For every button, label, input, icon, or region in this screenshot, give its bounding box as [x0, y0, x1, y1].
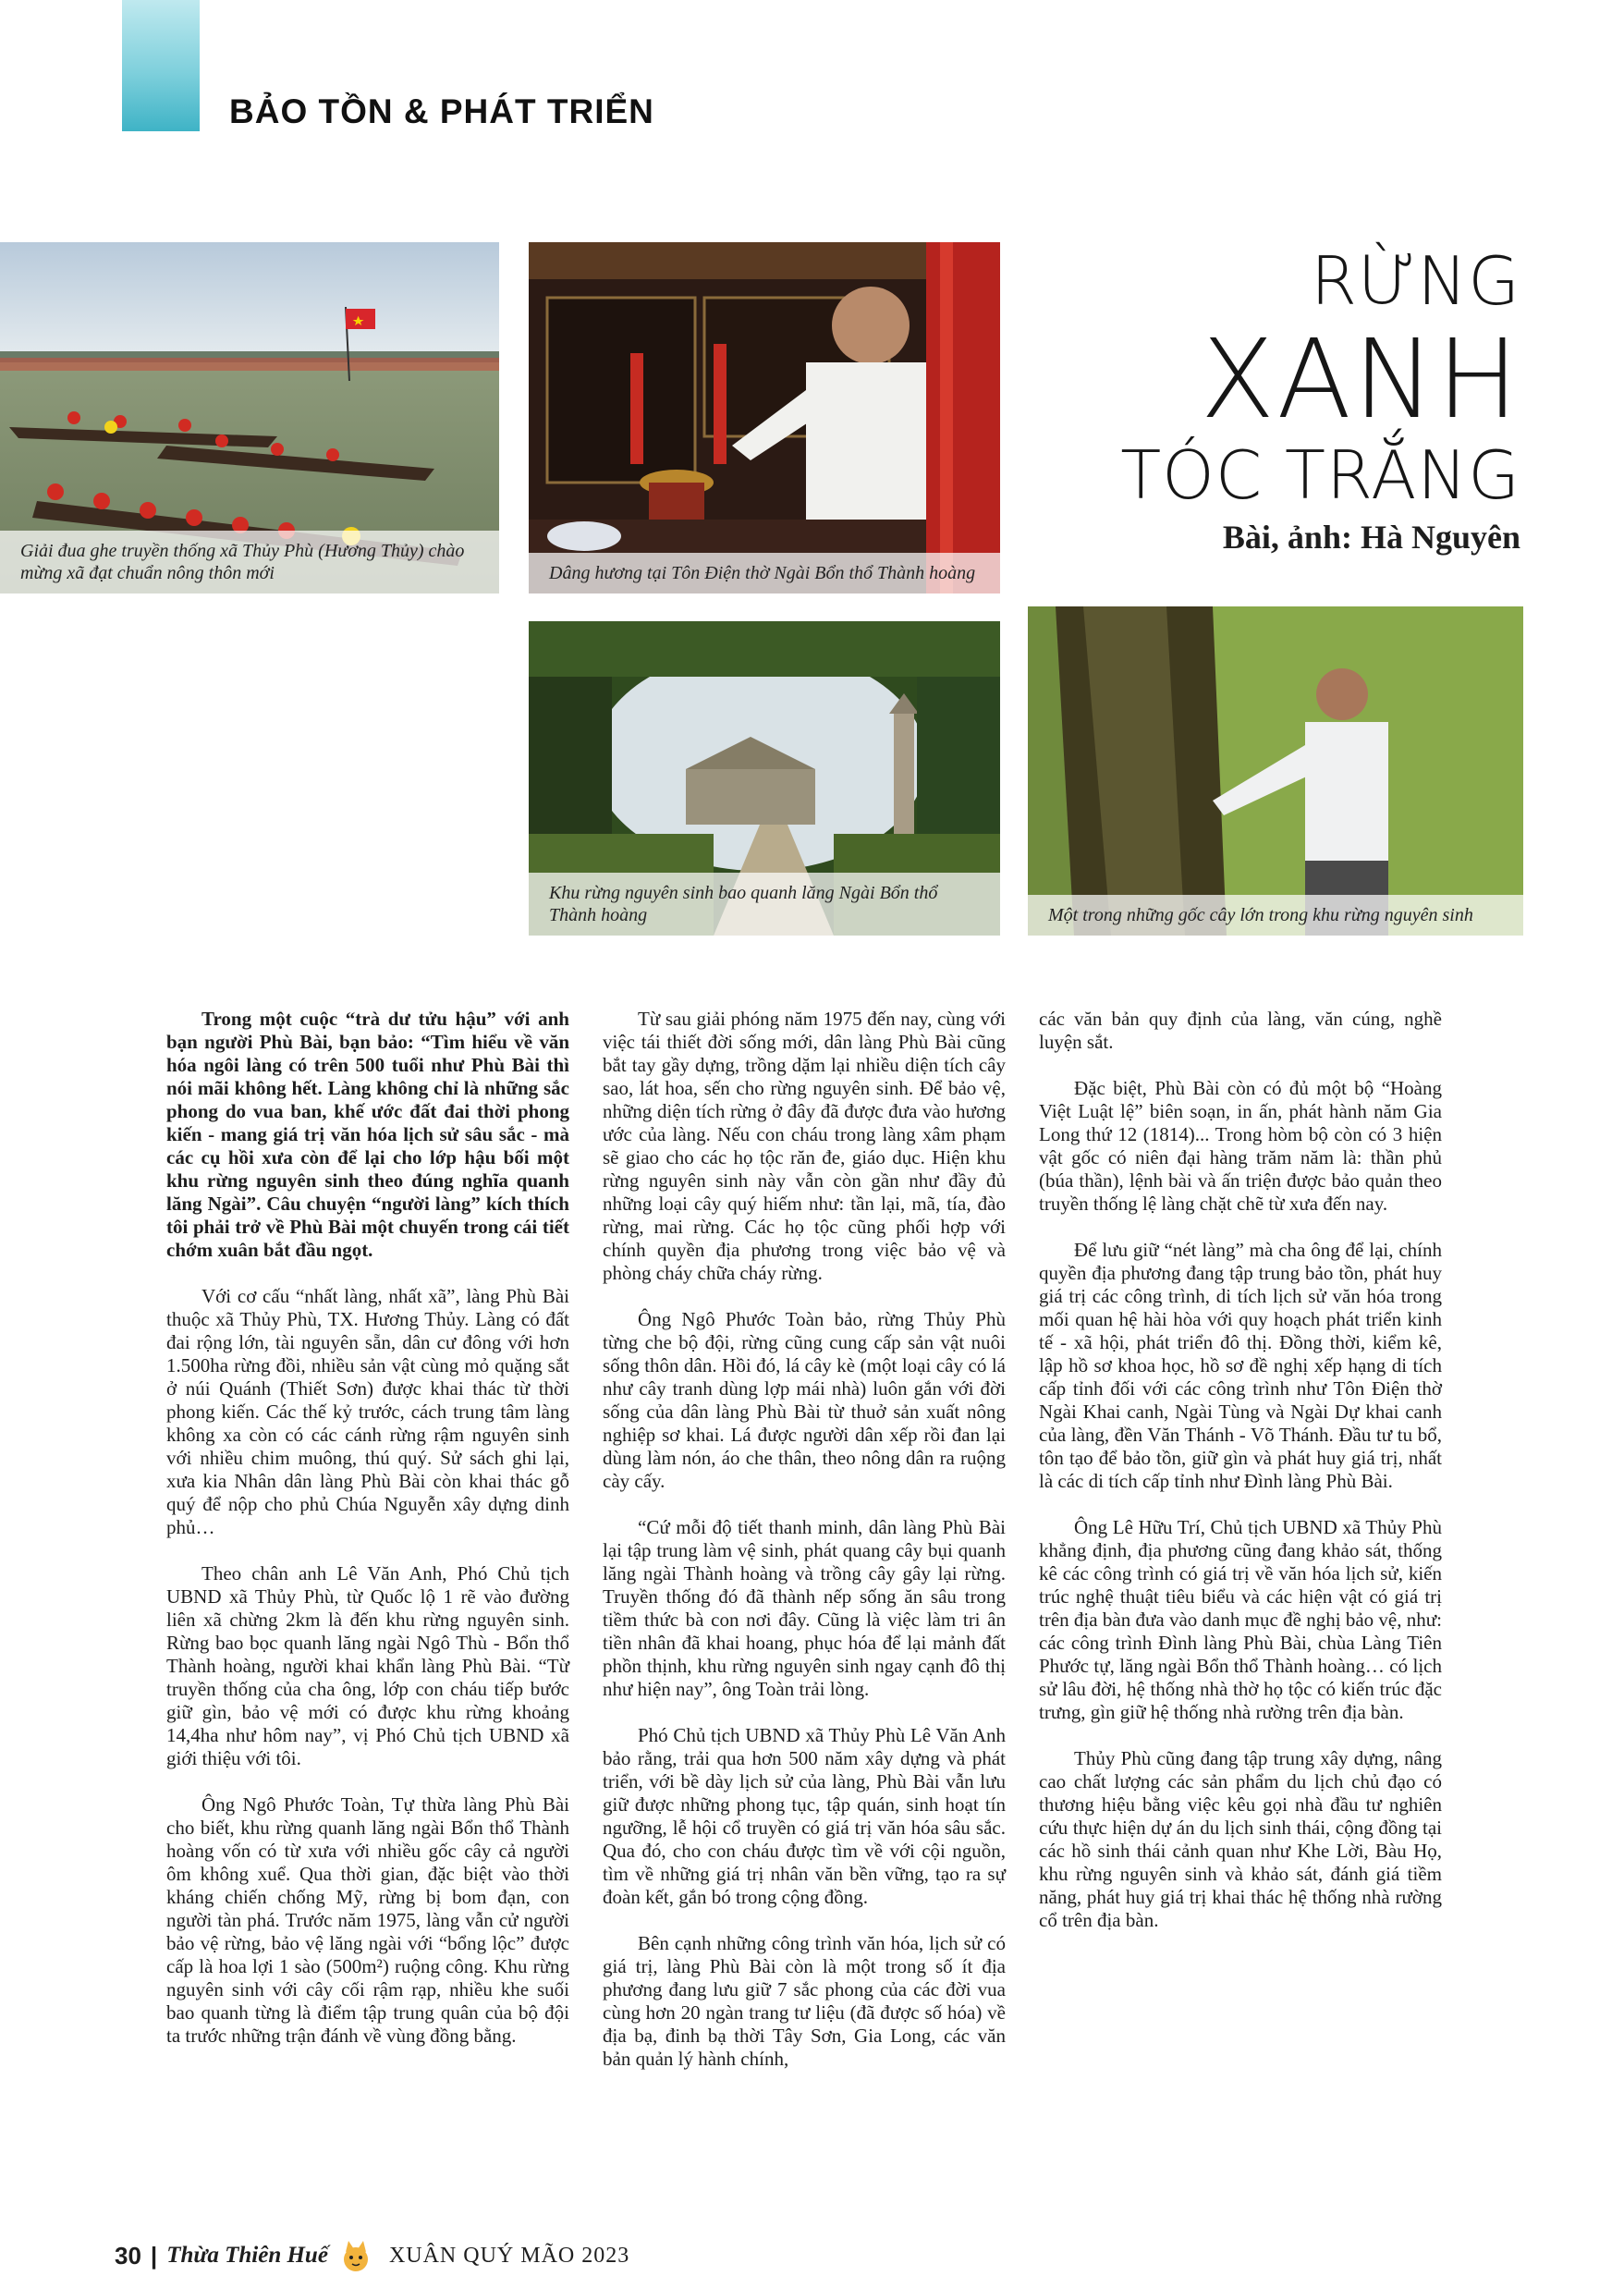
photo-ancient-tree	[1028, 606, 1523, 936]
paragraph: Ông Lê Hữu Trí, Chủ tịch UBND xã Thủy Phù khẳng định, địa phương cũng đang khảo sát, thống kê các công trình có giá trị về văn hóa lịch sử, kiến trúc nghệ thuật tiêu biểu và các hiện vật có giá trị trên địa bàn đưa vào danh mục đề nghị bảo vệ, như: các công trình Đình làng Phù Bài, chùa Làng Tiên Phước tự, lăng ngài Bổn thổ Thành hoàng… có lịch sử lâu đời, hệ thống nhà thờ họ tộc có kiến trúc đặc trưng, gìn giữ hệ thống nhà rường trên địa bàn.	[1039, 1516, 1442, 1723]
paragraph: Ông Ngô Phước Toàn, Tự thừa làng Phù Bài cho biết, khu rừng quanh lăng ngài Bổn thổ Thành hoàng vốn có từ xưa với nhiều gốc cây cả người ôm không xuể. Qua thời gian, đặc biệt vào thời kháng chiến chống Mỹ, rừng bị bom đạn, con người tàn phá. Trước năm 1975, làng vẫn cử người bảo vệ rừng, bảo vệ lăng ngài với “bổng lộc” được cấp là hoa lợi 1 sào (500m²) ruộng công. Khu rừng nguyên sinh với cây cối rậm rạp, nhiều khe suối bao quanh từng là điểm tập trung quân của bộ đội ta trước những trận đánh về vùng đồng bằng.	[166, 1793, 569, 2047]
article-column-2	[603, 1008, 1006, 2094]
paragraph: Thủy Phù cũng đang tập trung xây dựng, nâng cao chất lượng các sản phẩm du lịch chủ đạo có thương hiệu bằng việc kêu gọi nhà đầu tư nghiên cứu thực hiện dự án du lịch sinh thái, cộng đồng tại các hồ sinh thái cảnh quan như Khe Lời, Bàu Họ, khu rừng nguyên sinh và khảo sát, đánh giá tiềm năng, phát huy giá trị khai thác hệ thống nhà rường cổ trên địa bàn.	[1039, 1747, 1442, 1931]
paragraph: Để lưu giữ “nét làng” mà cha ông để lại, chính quyền địa phương đang tập trung bảo tồn, phát huy giá trị các công trình, di tích lịch sử văn hóa trong mối quan hệ hài hòa với quy hoạch phát triển kinh tế - xã hội, phát triển đô thị. Đồng thời, kiểm kê, lập hồ sơ khoa học, hồ sơ đề nghị xếp hạng di tích cấp tỉnh đối với các công trình như Tôn Điện thờ Ngài Khai canh, Ngài Tùng và Ngài Dự khai canh của làng, đền Văn Thánh - Võ Thánh. Đầu tư tu bổ, tôn tạo để bảo tồn, giữ gìn và phát huy giá trị, nhất là các di tích cấp tỉnh như Đình làng Phù Bài.	[1039, 1239, 1442, 1492]
cat-mascot-icon	[337, 2237, 374, 2274]
page-number: 30	[115, 2241, 141, 2270]
section-title: BẢO TỒN & PHÁT TRIỂN	[229, 92, 654, 130]
issue-label: XUÂN QUÝ MÃO 2023	[388, 2243, 630, 2268]
paragraph: “Cứ mỗi độ tiết thanh minh, dân làng Phù Bài lại tập trung làm vệ sinh, phát quang cây bụi quanh lăng ngài Thành hoàng và trồng cây gây lại rừng. Truyền thống đó đã thành nếp sống ăn sâu trong tiềm thức bà con nơi đây. Cũng là việc làm tri ân tiền nhân đã khai hoang, phục hóa để lại mảnh đất phồn thịnh, khu rừng nguyên sinh ngay cạnh đô thị như hiện nay”, ông Toàn trải lòng.	[603, 1516, 1006, 1700]
page-footer	[115, 2237, 629, 2274]
paragraph: các văn bản quy định của làng, văn cúng, nghề luyện sắt.	[1039, 1008, 1442, 1053]
photo-caption: Khu rừng nguyên sinh bao quanh lăng Ngài Bổn thổ Thành hoàng	[529, 873, 1000, 936]
paragraph: Theo chân anh Lê Văn Anh, Phó Chủ tịch UBND xã Thủy Phù, từ Quốc lộ 1 rẽ vào đường liên xã chừng 2km là đến khu rừng nguyên sinh. Rừng bao bọc quanh lăng ngài Ngô Thù - Bổn thổ Thành hoàng, người khai khẩn làng Phù Bài. “Từ truyền thống của cha ông, lớp con cháu tiếp bước giữ gìn, bảo vệ mới có được khu rừng khoảng 14,4ha như hôm nay”, vị Phó Chủ tịch UBND xã giới thiệu với tôi.	[166, 1562, 569, 1769]
magazine-name: Thừa Thiên Huế	[166, 2243, 328, 2268]
headline-line-1: RỪNG	[1311, 242, 1520, 320]
article-column-3	[1039, 1008, 1442, 1955]
paragraph: Từ sau giải phóng năm 1975 đến nay, cùng với việc tái thiết đời sống mới, dân làng Phù Bài cũng bắt tay gầy dựng, trồng dặm lại nhiều diện tích cây sao, lát hoa, sến cho rừng nguyên sinh. Để bảo vệ, những diện tích rừng ở đây đã được đưa vào hương ước của làng. Nếu con cháu trong làng xâm phạm sẽ giao cho các họ tộc răn đe, giáo dục. Hiện khu rừng nguyên sinh này vẫn còn gần như đầy đủ những loại cây quý hiếm như: tần lại, mã, tía, đào rừng, mai rừng. Các họ tộc cũng phối hợp với chính quyền địa phương trong việc bảo vệ và phòng cháy chữa cháy rừng.	[603, 1008, 1006, 1284]
paragraph: Bên cạnh những công trình văn hóa, lịch sử có giá trị, làng Phù Bài còn là một trong số ít địa phương đang lưu giữ 7 sắc phong của các đời vua cùng hơn 20 ngàn trang tư liệu (đã được số hóa) về địa bạ, đinh bạ thời Tây Sơn, Gia Long, các văn bản quản lý hành chính,	[603, 1932, 1006, 2070]
paragraph: Với cơ cấu “nhất làng, nhất xã”, làng Phù Bài thuộc xã Thủy Phù, TX. Hương Thủy. Làng có đất đai rộng lớn, tài nguyên sẵn, dân cư đông với hơn 1.500ha rừng đồi, nhiều sản vật cùng mỏ quặng sắt ở núi Quánh (Thiết Sơn) được khai thác từ thời phong kiến. Các thế kỷ trước, cách trung tâm làng không xa còn có các cánh rừng rậm nguyên sinh với nhiều chim muông, thú quý. Sử sách ghi lại, xưa kia Nhân dân làng Phù Bài còn khai thác gỗ quý để nộp cho phủ Chúa Nguyễn xây dựng dinh phủ…	[166, 1285, 569, 1538]
byline: Bài, ảnh: Hà Nguyên	[1222, 519, 1520, 556]
headline-line-2: XANH	[1200, 315, 1520, 443]
photo-caption: Dâng hương tại Tôn Điện thờ Ngài Bổn thổ Thành hoàng	[529, 553, 1000, 593]
headline-line-3: TÓC TRẮNG	[1120, 436, 1520, 514]
section-color-block	[122, 0, 200, 131]
article-column-1	[166, 1008, 569, 2071]
photo-caption: Giải đua ghe truyền thống xã Thủy Phù (Hương Thủy) chào mừng xã đạt chuẩn nông thôn mới	[0, 531, 499, 593]
photo-caption: Một trong những gốc cây lớn trong khu rừng nguyên sinh	[1028, 895, 1523, 936]
photo-incense-offering	[529, 242, 1000, 593]
photo-boat-race	[0, 242, 499, 593]
footer-separator: |	[150, 2241, 158, 2270]
paragraph: Ông Ngô Phước Toàn bảo, rừng Thủy Phù từng che bộ đội, rừng cũng cung cấp sản vật nuôi sống thôn dân. Hồi đó, lá cây kè (một loại cây có lá như cây tranh dùng lợp mái nhà) luôn gắn với đời sống của dân làng Phù Bài từ thuở sản xuất nông nghiệp sơ khai. Lá được người dân xếp rồi đan lại dùng làm nón, áo che thân, theo nông dân ra ruộng cày cấy.	[603, 1308, 1006, 1492]
paragraph: Phó Chủ tịch UBND xã Thủy Phù Lê Văn Anh bảo rằng, trải qua hơn 500 năm xây dựng và phát triển, với bề dày lịch sử của làng, Phù Bài vẫn lưu giữ được những phong tục, tập quán, sinh hoạt tín ngưỡng, lễ hội cổ truyền có giá trị văn hóa sâu sắc. Qua đó, cho con cháu được tìm về với cội nguồn, tìm về những giá trị nhân văn bền vững, tạo ra sự đoàn kết, gắn bó trong cộng đồng.	[603, 1724, 1006, 1908]
photo-forest-mausoleum	[529, 621, 1000, 936]
lead-paragraph: Trong một cuộc “trà dư tửu hậu” với anh bạn người Phù Bài, bạn bảo: “Tìm hiểu về văn hóa ngôi làng có trên 500 tuổi như Phù Bài thì nói mãi không hết. Làng không chỉ là những sắc phong do vua ban, khế ước đất đai thời phong kiến - mang giá trị văn hóa lịch sử sâu sắc - mà các cụ hồi xưa còn để lại cho lớp hậu bối một khu rừng nguyên sinh theo đúng nghĩa quanh lăng Ngài”. Câu chuyện “người làng” kích thích tôi phải trở về Phù Bài một chuyến trong cái tiết chớm xuân bắt đầu ngọt.	[166, 1008, 569, 1261]
paragraph: Đặc biệt, Phù Bài còn có đủ một bộ “Hoàng Việt Luật lệ” biên soạn, in ấn, phát hành năm Gia Long thứ 12 (1814)... Trong hòm bộ còn có 3 hiện vật gốc có niên đại hàng trăm năm là: thần phủ (búa thần), lệnh bài và ấn triện được bảo quản theo truyền thống lệ làng chặt chẽ từ xưa đến nay.	[1039, 1077, 1442, 1215]
